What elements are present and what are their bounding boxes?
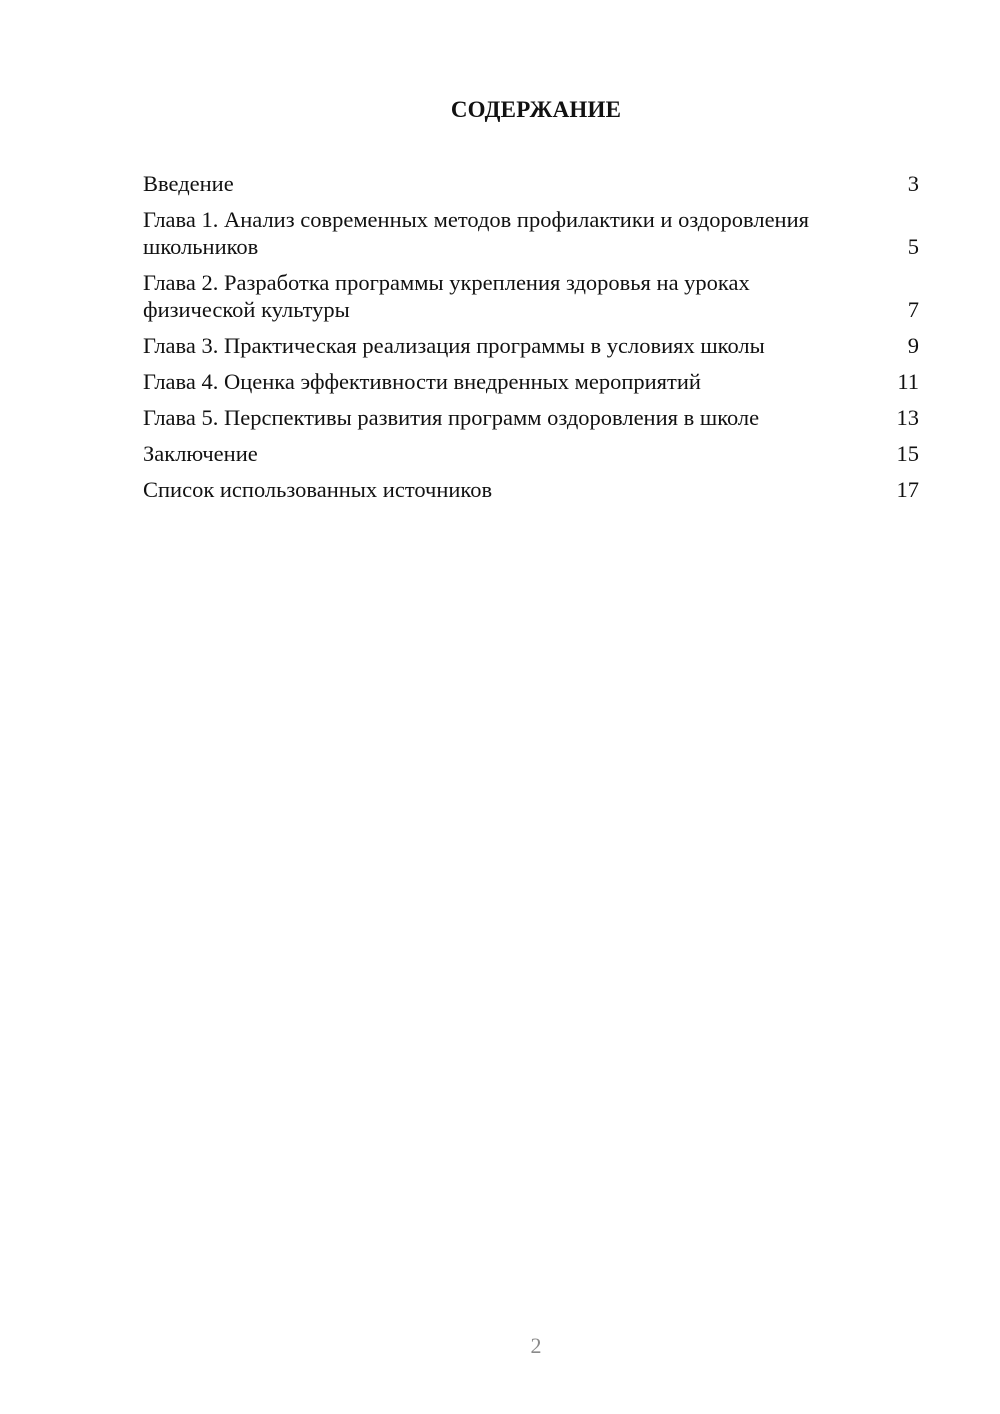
toc-entry-chapter-1[interactable] <box>143 206 919 260</box>
toc-entry-page: 7 <box>907 297 919 322</box>
toc-entry-page: 9 <box>907 333 919 358</box>
toc-entry-text: Глава 3. Практическая реализация программы в условиях школы <box>143 333 765 358</box>
toc-entry-chapter-2[interactable] <box>143 269 919 323</box>
toc-entry-text: Глава 2. Разработка программы укрепления здоровья на уроках физической культуры <box>143 270 750 322</box>
table-of-contents <box>143 170 919 512</box>
toc-entry-page: 11 <box>897 369 919 394</box>
toc-entry-text: Глава 1. Анализ современных методов профилактики и оздоровления школьников <box>143 207 809 259</box>
toc-entry-text: Заключение <box>143 441 258 466</box>
toc-entry-introduction[interactable] <box>143 170 919 197</box>
toc-entry-text: Список использованных источников <box>143 477 493 502</box>
page-number: 2 <box>530 1333 542 1358</box>
toc-entry-page: 3 <box>907 171 919 196</box>
toc-entry-text: Глава 4. Оценка эффективности внедренных мероприятий <box>143 369 701 394</box>
toc-entry-text: Глава 5. Перспективы развития программ оздоровления в школе <box>143 405 760 430</box>
toc-entry-page: 5 <box>907 234 919 259</box>
toc-entry-page: 15 <box>896 441 919 466</box>
toc-entry-page: 13 <box>896 405 919 430</box>
toc-title: СОДЕРЖАНИЕ <box>450 97 622 122</box>
toc-entry-chapter-4[interactable] <box>143 368 919 395</box>
toc-entry-chapter-3[interactable] <box>143 332 919 359</box>
toc-entry-chapter-5[interactable] <box>143 404 919 431</box>
toc-entry-conclusion[interactable] <box>143 440 919 467</box>
toc-entry-page: 17 <box>896 477 919 502</box>
toc-entry-references[interactable] <box>143 476 919 503</box>
toc-entry-text: Введение <box>143 171 234 196</box>
